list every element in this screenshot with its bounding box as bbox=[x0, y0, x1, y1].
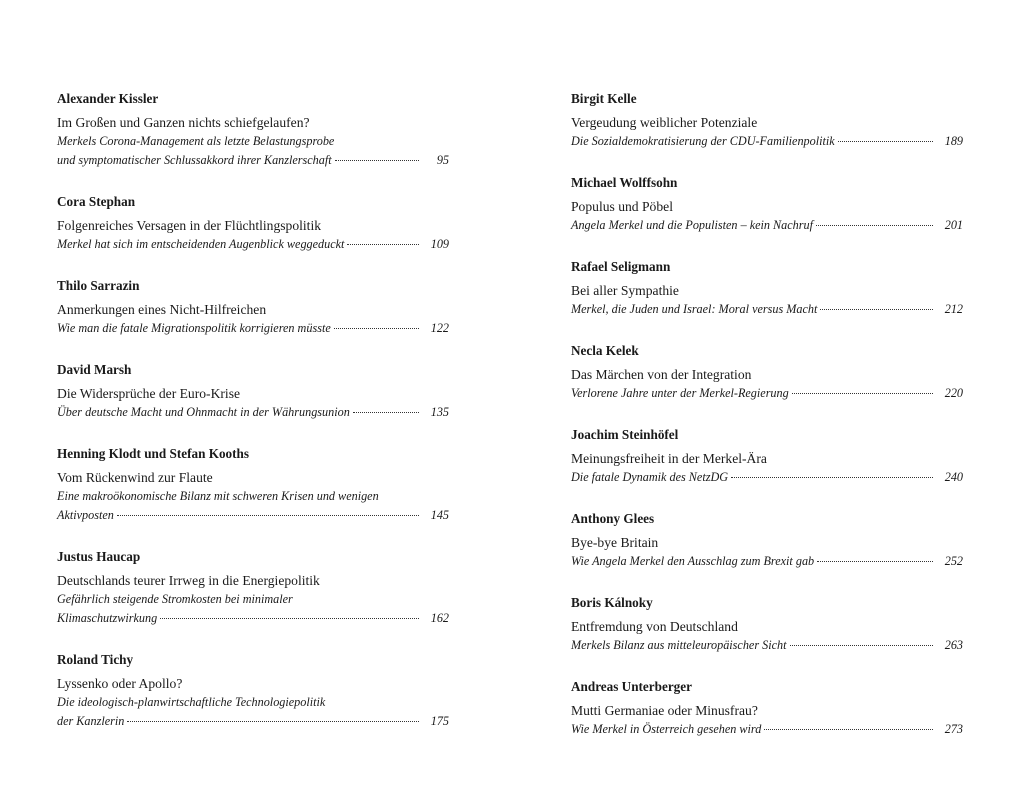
dot-leader bbox=[764, 729, 933, 730]
toc-entry bbox=[571, 509, 963, 571]
dot-leader bbox=[117, 515, 419, 516]
dot-leader bbox=[790, 645, 933, 646]
toc-right-column bbox=[571, 89, 963, 761]
entry-subtitle-line: Klimaschutzwirkung bbox=[57, 611, 158, 625]
dot-leader bbox=[816, 225, 933, 226]
toc-entry bbox=[571, 173, 963, 235]
entry-author: Alexander Kissler bbox=[57, 91, 159, 106]
entry-author: Thilo Sarrazin bbox=[57, 278, 140, 293]
entry-author: Henning Klodt und Stefan Kooths bbox=[57, 446, 250, 461]
entry-title: Bye-bye Britain bbox=[571, 535, 659, 550]
entry-subtitle-line: Aktivposten bbox=[57, 508, 114, 522]
page-number: 189 bbox=[944, 134, 963, 148]
dot-leader bbox=[817, 561, 933, 562]
entry-title: Lyssenko oder Apollo? bbox=[57, 676, 183, 691]
toc-entry bbox=[571, 593, 963, 655]
entry-subtitle bbox=[571, 384, 963, 403]
entry-subtitle-line: Die Sozialdemokratisierung der CDU-Familienpolitik bbox=[571, 134, 835, 148]
entry-title: Das Märchen von der Integration bbox=[571, 367, 752, 382]
entry-subtitle bbox=[57, 235, 449, 254]
entry-subtitle-last-line bbox=[571, 552, 963, 571]
entry-subtitle-line: Verlorene Jahre unter der Merkel-Regierung bbox=[571, 386, 789, 400]
entry-title: Anmerkungen eines Nicht-Hilfreichen bbox=[57, 302, 267, 317]
page-number: 109 bbox=[430, 237, 449, 251]
entry-subtitle-last-line bbox=[57, 151, 449, 170]
entry-subtitle-line: und symptomatischer Schlussakkord ihrer Kanzlerschaft bbox=[57, 153, 332, 167]
entry-subtitle-last-line bbox=[57, 403, 449, 422]
dot-leader bbox=[335, 160, 419, 161]
entry-subtitle-last-line bbox=[57, 235, 449, 254]
page-number: 122 bbox=[430, 321, 449, 335]
toc-entry bbox=[571, 425, 963, 487]
page-number: 273 bbox=[944, 722, 963, 736]
entry-subtitle bbox=[57, 319, 449, 338]
entry-subtitle-line: Über deutsche Macht und Ohnmacht in der Währungsunion bbox=[57, 405, 350, 419]
entry-subtitle bbox=[57, 487, 449, 525]
toc-entry bbox=[57, 192, 449, 254]
page-number: 95 bbox=[436, 153, 449, 167]
entry-subtitle bbox=[57, 590, 449, 628]
entry-subtitle bbox=[571, 552, 963, 571]
dot-leader bbox=[838, 141, 933, 142]
entry-title: Die Widersprüche der Euro-Krise bbox=[57, 386, 241, 401]
entry-subtitle-last-line bbox=[57, 506, 449, 525]
entry-subtitle-last-line bbox=[571, 636, 963, 655]
entry-author: Joachim Steinhöfel bbox=[571, 427, 679, 442]
entry-title: Vom Rückenwind zur Flaute bbox=[57, 470, 213, 485]
toc-entry bbox=[57, 276, 449, 338]
toc-entry bbox=[57, 360, 449, 422]
dot-leader bbox=[731, 477, 933, 478]
entry-author: David Marsh bbox=[57, 362, 132, 377]
toc-left-column bbox=[57, 89, 449, 753]
page-number: 263 bbox=[944, 638, 963, 652]
entry-title: Populus und Pöbel bbox=[571, 199, 673, 214]
toc-entry bbox=[571, 257, 963, 319]
entry-author: Birgit Kelle bbox=[571, 91, 637, 106]
entry-subtitle bbox=[571, 468, 963, 487]
entry-author: Michael Wolffsohn bbox=[571, 175, 678, 190]
entry-author: Justus Haucap bbox=[57, 549, 141, 564]
entry-author: Rafael Seligmann bbox=[571, 259, 671, 274]
entry-title: Bei aller Sympathie bbox=[571, 283, 679, 298]
entry-title: Meinungsfreiheit in der Merkel-Ära bbox=[571, 451, 767, 466]
entry-subtitle bbox=[571, 720, 963, 739]
entry-subtitle-line: Gefährlich steigende Stromkosten bei minimaler bbox=[57, 592, 293, 606]
dot-leader bbox=[127, 721, 419, 722]
dot-leader bbox=[792, 393, 933, 394]
dot-leader bbox=[820, 309, 933, 310]
entry-subtitle-last-line bbox=[571, 468, 963, 487]
entry-author: Boris Kálnoky bbox=[571, 595, 653, 610]
entry-title: Deutschlands teurer Irrweg in die Energiepolitik bbox=[57, 573, 320, 588]
entry-title: Entfremdung von Deutschland bbox=[571, 619, 738, 634]
page-number: 240 bbox=[944, 470, 963, 484]
dot-leader bbox=[353, 412, 419, 413]
entry-subtitle-line: Eine makroökonomische Bilanz mit schweren Krisen und wenigen bbox=[57, 489, 379, 503]
page-number: 252 bbox=[944, 554, 963, 568]
entry-subtitle-line: Wie Angela Merkel den Ausschlag zum Brexit gab bbox=[571, 554, 815, 568]
toc-entry bbox=[571, 341, 963, 403]
toc-entry bbox=[571, 677, 963, 739]
entry-title: Mutti Germaniae oder Minusfrau? bbox=[571, 703, 758, 718]
entry-subtitle-last-line bbox=[57, 609, 449, 628]
page-number: 212 bbox=[944, 302, 963, 316]
entry-subtitle-last-line bbox=[571, 216, 963, 235]
entry-subtitle bbox=[57, 403, 449, 422]
entry-subtitle-line: Merkel hat sich im entscheidenden Augenblick weggeduckt bbox=[57, 237, 345, 251]
entry-author: Necla Kelek bbox=[571, 343, 639, 358]
toc-entry bbox=[57, 650, 449, 731]
entry-subtitle-last-line bbox=[57, 712, 449, 731]
entry-subtitle-last-line bbox=[571, 720, 963, 739]
entry-subtitle-last-line bbox=[571, 384, 963, 403]
entry-subtitle-line: Die ideologisch-planwirtschaftliche Technologiepolitik bbox=[57, 695, 326, 709]
page-number: 145 bbox=[430, 508, 449, 522]
entry-subtitle-line: Angela Merkel und die Populisten – kein Nachruf bbox=[571, 218, 814, 232]
page-number: 162 bbox=[430, 611, 449, 625]
entry-subtitle-line: Wie man die fatale Migrationspolitik korrigieren müsste bbox=[57, 321, 331, 335]
entry-subtitle bbox=[571, 636, 963, 655]
entry-subtitle-line: der Kanzlerin bbox=[57, 714, 125, 728]
entry-title: Vergeudung weiblicher Potenziale bbox=[571, 115, 758, 130]
dot-leader bbox=[334, 328, 419, 329]
entry-subtitle-line: Merkel, die Juden und Israel: Moral versus Macht bbox=[571, 302, 818, 316]
entry-subtitle-line: Merkels Corona-Management als letzte Belastungsprobe bbox=[57, 134, 335, 148]
entry-subtitle bbox=[571, 132, 963, 151]
entry-subtitle bbox=[57, 693, 449, 731]
entry-title: Im Großen und Ganzen nichts schiefgelaufen? bbox=[57, 115, 310, 130]
dot-leader bbox=[347, 244, 419, 245]
entry-subtitle-last-line bbox=[571, 132, 963, 151]
entry-subtitle-line: Merkels Bilanz aus mitteleuropäischer Sicht bbox=[571, 638, 787, 652]
entry-subtitle bbox=[57, 132, 449, 170]
entry-subtitle bbox=[571, 216, 963, 235]
dot-leader bbox=[160, 618, 419, 619]
entry-subtitle bbox=[571, 300, 963, 319]
entry-subtitle-last-line bbox=[57, 319, 449, 338]
toc-entry bbox=[57, 89, 449, 170]
entry-subtitle-last-line bbox=[571, 300, 963, 319]
entry-title: Folgenreiches Versagen in der Flüchtlingspolitik bbox=[57, 218, 322, 233]
entry-subtitle-line: Wie Merkel in Österreich gesehen wird bbox=[571, 722, 762, 736]
page-number: 220 bbox=[944, 386, 963, 400]
toc-entry bbox=[57, 444, 449, 525]
toc-entry bbox=[57, 547, 449, 628]
entry-author: Andreas Unterberger bbox=[571, 679, 692, 694]
entry-author: Roland Tichy bbox=[57, 652, 134, 667]
entry-author: Cora Stephan bbox=[57, 194, 136, 209]
entry-subtitle-line: Die fatale Dynamik des NetzDG bbox=[571, 470, 729, 484]
page-number: 135 bbox=[430, 405, 449, 419]
toc-entry bbox=[571, 89, 963, 151]
page-number: 201 bbox=[944, 218, 963, 232]
entry-author: Anthony Glees bbox=[571, 511, 655, 526]
page-number: 175 bbox=[430, 714, 449, 728]
